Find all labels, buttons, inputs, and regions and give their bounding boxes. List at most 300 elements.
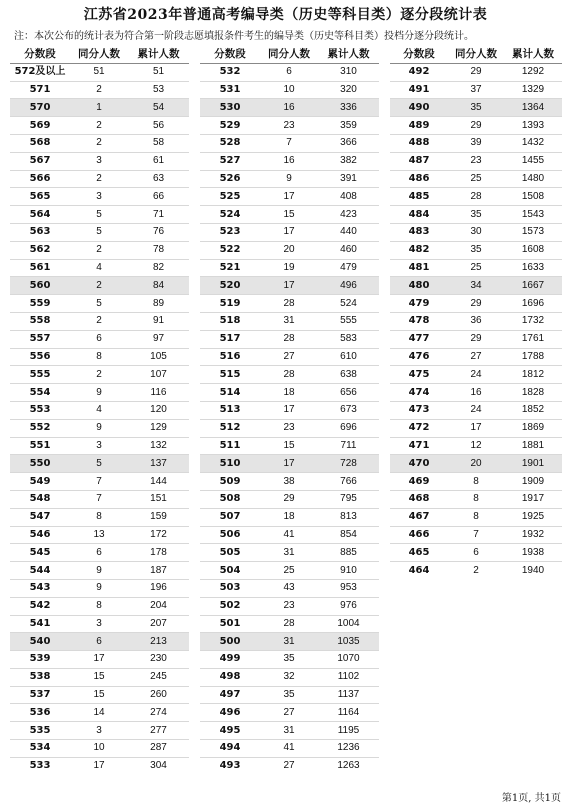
same-count-cell: 17: [70, 757, 128, 774]
score-cell: 474: [390, 384, 448, 402]
cumulative-cell: 555: [318, 312, 379, 330]
score-cell: 551: [10, 437, 70, 455]
table-row: [200, 686, 379, 704]
score-cell: 565: [10, 188, 70, 206]
table-row: [390, 473, 562, 491]
table-row: [10, 757, 189, 774]
score-cell: 547: [10, 508, 70, 526]
same-count-cell: 2: [448, 562, 504, 579]
table-row: [200, 277, 379, 295]
score-cell: 546: [10, 526, 70, 544]
same-count-cell: 16: [260, 152, 318, 170]
cumulative-cell: 1195: [318, 722, 379, 740]
cumulative-cell: 359: [318, 117, 379, 135]
same-count-cell: 25: [448, 170, 504, 188]
table-row: [200, 704, 379, 722]
score-cell: 499: [200, 651, 260, 669]
cumulative-cell: 1608: [504, 241, 562, 259]
table-row: [10, 170, 189, 188]
same-count-cell: 27: [260, 757, 318, 774]
table-row: [200, 259, 379, 277]
score-cell: 491: [390, 81, 448, 99]
table-row: [10, 223, 189, 241]
same-count-cell: 35: [448, 99, 504, 117]
table-row: [390, 312, 562, 330]
same-count-cell: 24: [448, 401, 504, 419]
cumulative-cell: 366: [318, 134, 379, 152]
score-cell: 514: [200, 384, 260, 402]
cumulative-cell: 1732: [504, 312, 562, 330]
same-count-cell: 12: [448, 437, 504, 455]
same-count-cell: 9: [70, 562, 128, 580]
table-row: [10, 722, 189, 740]
score-cell: 493: [200, 757, 260, 774]
same-count-cell: 15: [70, 686, 128, 704]
table-row: [390, 241, 562, 259]
score-cell: 509: [200, 473, 260, 491]
same-count-cell: 14: [70, 704, 128, 722]
cumulative-cell: 1909: [504, 473, 562, 491]
score-cell: 483: [390, 223, 448, 241]
same-count-cell: 23: [260, 597, 318, 615]
cumulative-cell: 172: [128, 526, 189, 544]
table-row: [10, 579, 189, 597]
cumulative-cell: 583: [318, 330, 379, 348]
table-row: [10, 206, 189, 224]
same-count-cell: 23: [260, 117, 318, 135]
score-cell: 520: [200, 277, 260, 295]
score-cell: 563: [10, 223, 70, 241]
score-cell: 494: [200, 740, 260, 758]
table-row: [10, 668, 189, 686]
score-cell: 513: [200, 401, 260, 419]
table-row: [10, 312, 189, 330]
table-row: [10, 259, 189, 277]
table-header-row: [390, 46, 562, 63]
same-count-cell: 8: [448, 473, 504, 491]
same-count-cell: 16: [260, 99, 318, 117]
cumulative-cell: 728: [318, 455, 379, 473]
score-cell: 519: [200, 295, 260, 313]
cumulative-cell: 78: [128, 241, 189, 259]
table-row: [10, 597, 189, 615]
same-count-cell: 28: [260, 295, 318, 313]
cumulative-cell: 953: [318, 579, 379, 597]
cumulative-cell: 66: [128, 188, 189, 206]
same-count-cell: 25: [448, 259, 504, 277]
same-count-cell: 29: [448, 295, 504, 313]
same-count-cell: 6: [260, 63, 318, 81]
table-row: [200, 615, 379, 633]
same-count-cell: 2: [70, 277, 128, 295]
table-row: [10, 241, 189, 259]
same-count-cell: 2: [70, 81, 128, 99]
table-row: [200, 241, 379, 259]
cumulative-cell: 1329: [504, 81, 562, 99]
score-cell: 481: [390, 259, 448, 277]
table-row: [390, 277, 562, 295]
same-count-cell: 17: [70, 651, 128, 669]
same-count-cell: 20: [448, 455, 504, 473]
cumulative-cell: 187: [128, 562, 189, 580]
cumulative-cell: 479: [318, 259, 379, 277]
score-cell: 485: [390, 188, 448, 206]
score-cell: 489: [390, 117, 448, 135]
score-cell: 550: [10, 455, 70, 473]
cumulative-cell: 391: [318, 170, 379, 188]
score-cell: 498: [200, 668, 260, 686]
score-cell: 530: [200, 99, 260, 117]
score-cell: 539: [10, 651, 70, 669]
same-count-cell: 35: [448, 241, 504, 259]
score-cell: 478: [390, 312, 448, 330]
table-row: [10, 615, 189, 633]
same-count-cell: 27: [260, 348, 318, 366]
cumulative-cell: 91: [128, 312, 189, 330]
score-cell: 504: [200, 562, 260, 580]
same-count-cell: 16: [448, 384, 504, 402]
cumulative-cell: 54: [128, 99, 189, 117]
same-count-cell: 43: [260, 579, 318, 597]
table-header-row: [10, 46, 189, 63]
cumulative-cell: 524: [318, 295, 379, 313]
same-count-cell: 32: [260, 668, 318, 686]
table-row: [200, 597, 379, 615]
same-count-cell: 28: [260, 330, 318, 348]
table-row: [200, 579, 379, 597]
cumulative-cell: 245: [128, 668, 189, 686]
score-cell: 473: [390, 401, 448, 419]
table-row: [200, 330, 379, 348]
note-text: 注：本次公布的统计表为符合第一阶段志愿填报条件考生的编导类（历史等科目类）投档分逐分段统计。: [14, 31, 474, 42]
same-count-cell: 17: [260, 455, 318, 473]
score-cell: 572及以上: [10, 63, 70, 81]
table-row: [200, 490, 379, 508]
same-count-cell: 8: [448, 508, 504, 526]
same-count-cell: 9: [70, 384, 128, 402]
table-row: [10, 419, 189, 437]
same-count-cell: 41: [260, 526, 318, 544]
score-cell: 476: [390, 348, 448, 366]
cumulative-cell: 84: [128, 277, 189, 295]
same-count-cell: 3: [70, 152, 128, 170]
same-count-cell: 51: [70, 63, 128, 81]
cumulative-cell: 610: [318, 348, 379, 366]
score-cell: 475: [390, 366, 448, 384]
cumulative-cell: 1828: [504, 384, 562, 402]
cumulative-cell: 207: [128, 615, 189, 633]
table-row: [10, 81, 189, 99]
same-count-cell: 3: [70, 722, 128, 740]
same-count-cell: 17: [260, 277, 318, 295]
same-count-cell: 27: [260, 704, 318, 722]
cumulative-cell: 204: [128, 597, 189, 615]
same-count-cell: 29: [448, 330, 504, 348]
same-count-cell: 25: [260, 562, 318, 580]
table-row: [390, 330, 562, 348]
table-row: [200, 81, 379, 99]
header-same-count: 同分人数: [448, 46, 504, 63]
table-row: [390, 348, 562, 366]
score-cell: 510: [200, 455, 260, 473]
cumulative-cell: 1938: [504, 544, 562, 562]
cumulative-cell: 1932: [504, 526, 562, 544]
table-row: [390, 384, 562, 402]
same-count-cell: 41: [260, 740, 318, 758]
score-cell: 482: [390, 241, 448, 259]
cumulative-cell: 1432: [504, 134, 562, 152]
score-cell: 490: [390, 99, 448, 117]
cumulative-cell: 144: [128, 473, 189, 491]
same-count-cell: 8: [448, 490, 504, 508]
cumulative-cell: 813: [318, 508, 379, 526]
score-cell: 571: [10, 81, 70, 99]
cumulative-cell: 1102: [318, 668, 379, 686]
same-count-cell: 17: [260, 188, 318, 206]
table-row: [390, 223, 562, 241]
score-cell: 471: [390, 437, 448, 455]
cumulative-cell: 159: [128, 508, 189, 526]
table-row: [200, 170, 379, 188]
same-count-cell: 28: [448, 188, 504, 206]
table-row: [10, 99, 189, 117]
table-row: [10, 704, 189, 722]
table-row: [10, 651, 189, 669]
score-cell: 469: [390, 473, 448, 491]
same-count-cell: 5: [70, 206, 128, 224]
score-cell: 567: [10, 152, 70, 170]
cumulative-cell: 76: [128, 223, 189, 241]
cumulative-cell: 71: [128, 206, 189, 224]
score-cell: 528: [200, 134, 260, 152]
score-cell: 507: [200, 508, 260, 526]
same-count-cell: 35: [448, 206, 504, 224]
cumulative-cell: 277: [128, 722, 189, 740]
same-count-cell: 31: [260, 312, 318, 330]
table-row: [390, 562, 562, 579]
cumulative-cell: 137: [128, 455, 189, 473]
same-count-cell: 6: [70, 633, 128, 651]
same-count-cell: 5: [70, 455, 128, 473]
table-row: [10, 348, 189, 366]
same-count-cell: 2: [70, 170, 128, 188]
table-row: [200, 526, 379, 544]
score-cell: 516: [200, 348, 260, 366]
same-count-cell: 18: [260, 508, 318, 526]
table-row: [390, 508, 562, 526]
cumulative-cell: 89: [128, 295, 189, 313]
same-count-cell: 15: [70, 668, 128, 686]
table-row: [390, 490, 562, 508]
cumulative-cell: 1137: [318, 686, 379, 704]
same-count-cell: 2: [70, 366, 128, 384]
table-row: [390, 170, 562, 188]
cumulative-cell: 213: [128, 633, 189, 651]
same-count-cell: 23: [260, 419, 318, 437]
cumulative-cell: 1035: [318, 633, 379, 651]
table-row: [390, 455, 562, 473]
table-row: [200, 401, 379, 419]
cumulative-cell: 1292: [504, 63, 562, 81]
score-cell: 467: [390, 508, 448, 526]
same-count-cell: 3: [70, 188, 128, 206]
score-cell: 569: [10, 117, 70, 135]
cumulative-cell: 766: [318, 473, 379, 491]
score-cell: 502: [200, 597, 260, 615]
score-cell: 468: [390, 490, 448, 508]
table-row: [390, 544, 562, 562]
table-row: [390, 295, 562, 313]
cumulative-cell: 107: [128, 366, 189, 384]
cumulative-cell: 656: [318, 384, 379, 402]
same-count-cell: 29: [260, 490, 318, 508]
cumulative-cell: 1364: [504, 99, 562, 117]
score-cell: 492: [390, 63, 448, 81]
cumulative-cell: 976: [318, 597, 379, 615]
score-cell: 495: [200, 722, 260, 740]
score-cell: 532: [200, 63, 260, 81]
table-row: [200, 99, 379, 117]
table-row: [10, 277, 189, 295]
same-count-cell: 7: [70, 473, 128, 491]
cumulative-cell: 460: [318, 241, 379, 259]
cumulative-cell: 53: [128, 81, 189, 99]
score-table-column-3: [390, 46, 562, 579]
cumulative-cell: 105: [128, 348, 189, 366]
table-row: [10, 508, 189, 526]
table-row: [390, 188, 562, 206]
table-row: [200, 757, 379, 774]
score-cell: 556: [10, 348, 70, 366]
score-cell: 537: [10, 686, 70, 704]
table-row: [200, 562, 379, 580]
table-row: [200, 740, 379, 758]
table-row: [10, 366, 189, 384]
score-cell: 479: [390, 295, 448, 313]
table-row: [200, 348, 379, 366]
table-row: [10, 188, 189, 206]
same-count-cell: 8: [70, 348, 128, 366]
score-cell: 487: [390, 152, 448, 170]
table-row: [200, 508, 379, 526]
same-count-cell: 31: [260, 544, 318, 562]
cumulative-cell: 1901: [504, 455, 562, 473]
same-count-cell: 38: [260, 473, 318, 491]
table-row: [10, 686, 189, 704]
score-cell: 506: [200, 526, 260, 544]
table-row: [390, 437, 562, 455]
cumulative-cell: 885: [318, 544, 379, 562]
score-cell: 466: [390, 526, 448, 544]
header-score: 分数段: [10, 46, 70, 63]
table-row: [200, 117, 379, 135]
score-cell: 484: [390, 206, 448, 224]
table-row: [10, 384, 189, 402]
cumulative-cell: 196: [128, 579, 189, 597]
table-row: [200, 384, 379, 402]
table-row: [200, 312, 379, 330]
same-count-cell: 35: [260, 686, 318, 704]
cumulative-cell: 1667: [504, 277, 562, 295]
same-count-cell: 27: [448, 348, 504, 366]
same-count-cell: 23: [448, 152, 504, 170]
table-row: [390, 401, 562, 419]
same-count-cell: 6: [70, 330, 128, 348]
cumulative-cell: 1004: [318, 615, 379, 633]
score-cell: 542: [10, 597, 70, 615]
table-row: [10, 437, 189, 455]
score-cell: 517: [200, 330, 260, 348]
header-score: 分数段: [390, 46, 448, 63]
score-table-column-2: [200, 46, 379, 775]
cumulative-cell: 423: [318, 206, 379, 224]
cumulative-cell: 711: [318, 437, 379, 455]
table-row: [10, 740, 189, 758]
same-count-cell: 15: [260, 206, 318, 224]
score-cell: 534: [10, 740, 70, 758]
cumulative-cell: 336: [318, 99, 379, 117]
same-count-cell: 5: [70, 295, 128, 313]
cumulative-cell: 1881: [504, 437, 562, 455]
cumulative-cell: 1236: [318, 740, 379, 758]
header-cumulative: 累计人数: [128, 46, 189, 63]
same-count-cell: 37: [448, 81, 504, 99]
score-cell: 503: [200, 579, 260, 597]
cumulative-cell: 56: [128, 117, 189, 135]
cumulative-cell: 408: [318, 188, 379, 206]
same-count-cell: 4: [70, 259, 128, 277]
page-footer: 第1页, 共1页: [501, 793, 561, 804]
cumulative-cell: 1940: [504, 562, 562, 579]
cumulative-cell: 1869: [504, 419, 562, 437]
score-cell: 536: [10, 704, 70, 722]
table-header-row: [200, 46, 379, 63]
same-count-cell: 8: [70, 597, 128, 615]
cumulative-cell: 795: [318, 490, 379, 508]
score-cell: 549: [10, 473, 70, 491]
table-row: [10, 330, 189, 348]
table-row: [200, 223, 379, 241]
score-cell: 500: [200, 633, 260, 651]
cumulative-cell: 230: [128, 651, 189, 669]
same-count-cell: 2: [70, 134, 128, 152]
table-row: [200, 152, 379, 170]
table-row: [390, 63, 562, 81]
cumulative-cell: 440: [318, 223, 379, 241]
table-row: [10, 526, 189, 544]
table-row: [390, 99, 562, 117]
table-row: [390, 259, 562, 277]
same-count-cell: 29: [448, 63, 504, 81]
same-count-cell: 6: [70, 544, 128, 562]
score-cell: 480: [390, 277, 448, 295]
table-row: [10, 117, 189, 135]
score-cell: 501: [200, 615, 260, 633]
table-row: [390, 526, 562, 544]
cumulative-cell: 97: [128, 330, 189, 348]
cumulative-cell: 1164: [318, 704, 379, 722]
table-row: [10, 562, 189, 580]
same-count-cell: 7: [260, 134, 318, 152]
score-cell: 555: [10, 366, 70, 384]
table-row: [200, 419, 379, 437]
score-cell: 515: [200, 366, 260, 384]
same-count-cell: 35: [260, 651, 318, 669]
same-count-cell: 5: [70, 223, 128, 241]
cumulative-cell: 1761: [504, 330, 562, 348]
table-row: [10, 544, 189, 562]
same-count-cell: 34: [448, 277, 504, 295]
